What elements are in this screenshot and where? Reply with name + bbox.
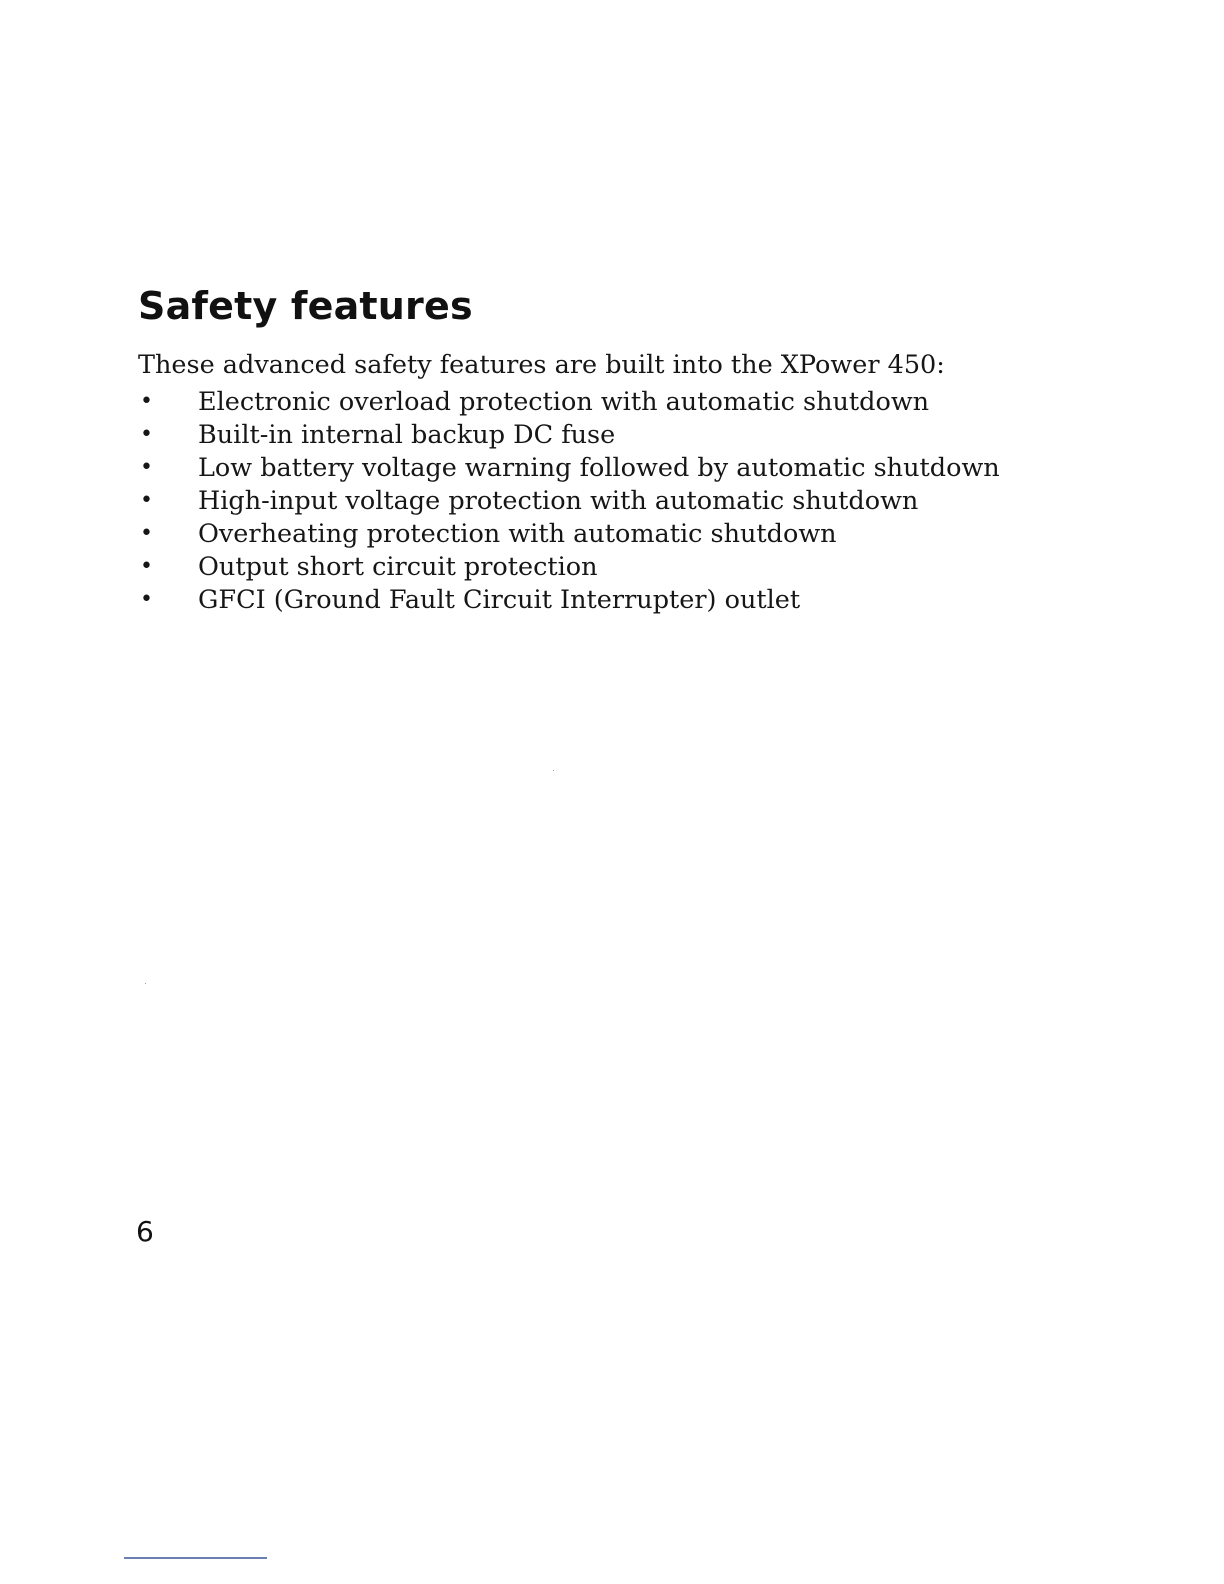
footer-rule — [124, 1557, 267, 1559]
bullet-icon: • — [140, 554, 153, 579]
intro-paragraph: These advanced safety features are built into the XPower 450: — [138, 350, 945, 380]
feature-text: Electronic overload protection with automatic shutdown — [198, 387, 930, 417]
feature-text: Output short circuit protection — [198, 552, 598, 582]
scan-speck — [553, 770, 554, 771]
page-number: 6 — [136, 1215, 154, 1248]
feature-text: GFCI (Ground Fault Circuit Interrupter) outlet — [198, 585, 801, 615]
feature-text: Built-in internal backup DC fuse — [198, 420, 616, 450]
bullet-icon: • — [140, 422, 153, 447]
bullet-icon: • — [140, 521, 153, 546]
section-heading: Safety features — [138, 284, 473, 328]
feature-text: High-input voltage protection with automatic shutdown — [198, 486, 919, 516]
feature-text: Low battery voltage warning followed by automatic shutdown — [198, 453, 1000, 483]
scan-speck — [145, 983, 146, 984]
bullet-icon: • — [140, 587, 153, 612]
feature-text: Overheating protection with automatic shutdown — [198, 519, 837, 549]
bullet-icon: • — [140, 455, 153, 480]
bullet-icon: • — [140, 389, 153, 414]
bullet-icon: • — [140, 488, 153, 513]
